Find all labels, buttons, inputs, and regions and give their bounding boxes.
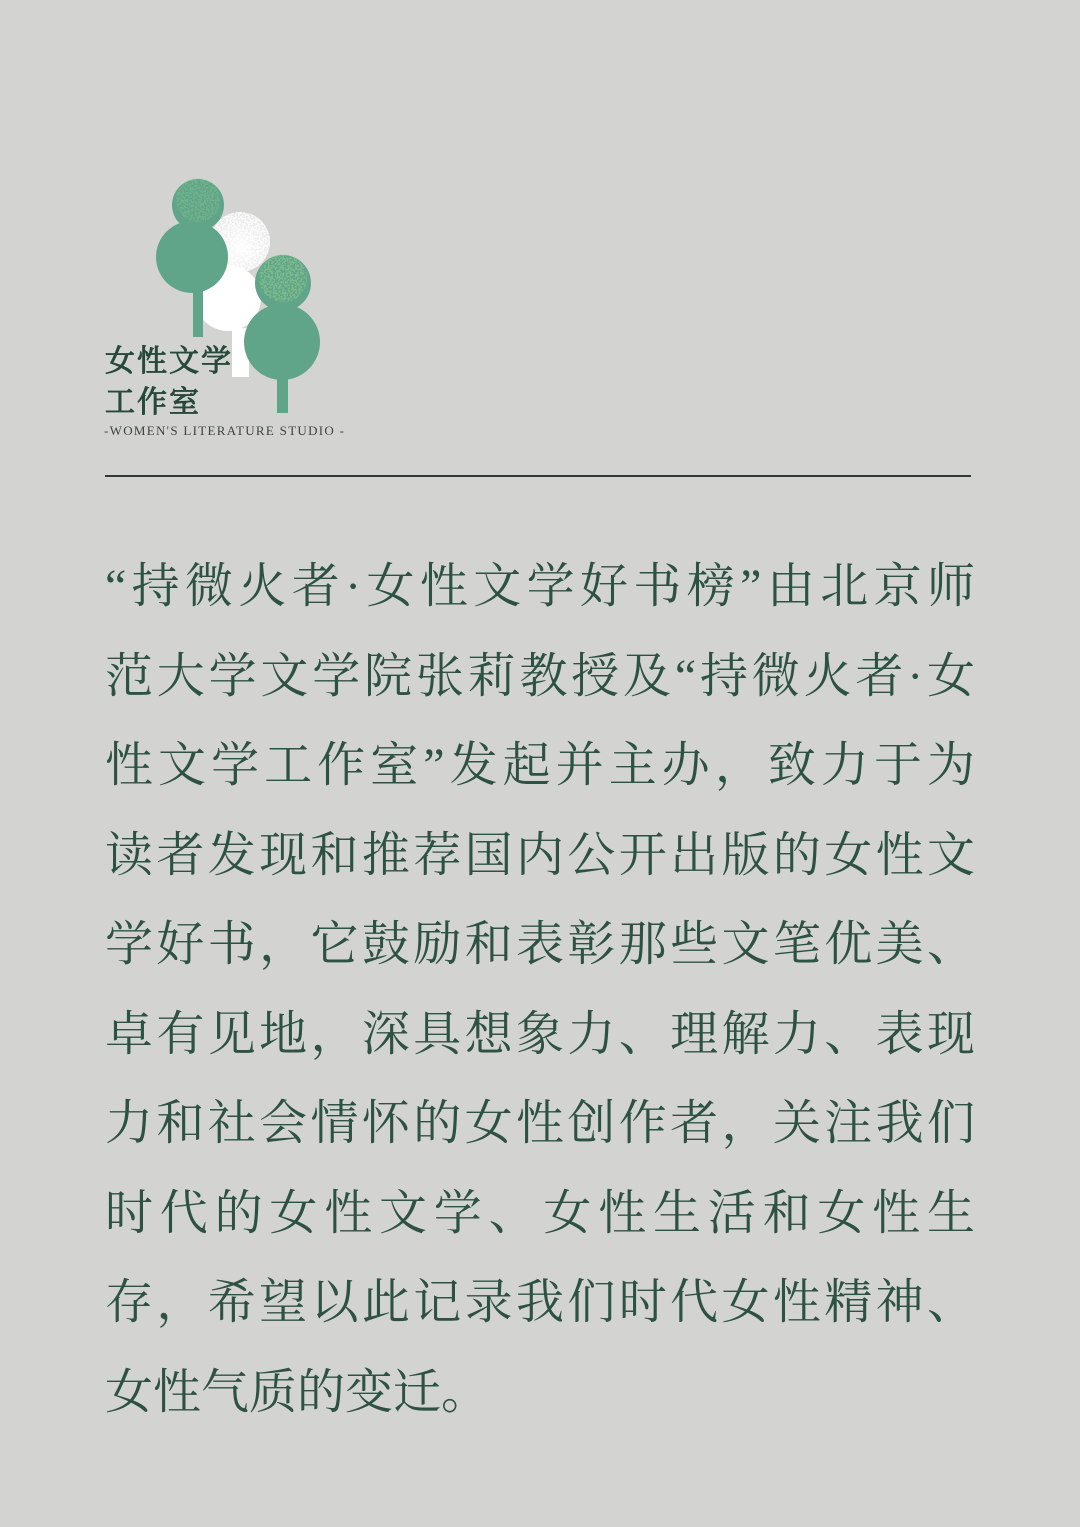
- paragraph-line: “持微火者·女性文学好书榜”由北京师: [105, 560, 975, 613]
- paragraph-line: 力和社会情怀的女性创作者，关注我们: [105, 1097, 975, 1150]
- paragraph-line: 女性气质的变迁。: [105, 1365, 490, 1419]
- logo-title-line1: 女性文学: [105, 345, 233, 378]
- paragraph-line: 范大学文学院张莉教授及“持微火者·女: [105, 649, 975, 703]
- divider-line: [105, 475, 971, 477]
- paragraph-line: 读者发现和推荐国内公开出版的女性文: [105, 828, 975, 882]
- paragraph-line: 时代的女性文学、女性生活和女性生: [105, 1186, 975, 1240]
- right-green-tree: [244, 254, 320, 413]
- article-paragraph: [105, 542, 975, 1437]
- paragraph-line: 性文学工作室”发起并主办，致力于为: [105, 739, 975, 792]
- paragraph-line: 学好书，它鼓励和表彰那些文笔优美、: [105, 918, 975, 971]
- paragraph-line: 卓有见地，深具想象力、理解力、表现: [105, 1007, 975, 1061]
- logo-tagline: -WOMEN'S LITERATURE STUDIO -: [104, 423, 346, 438]
- paragraph-line: 存，希望以此记录我们时代女性精神、: [105, 1276, 975, 1329]
- logo-title-line2: 工作室: [105, 386, 201, 419]
